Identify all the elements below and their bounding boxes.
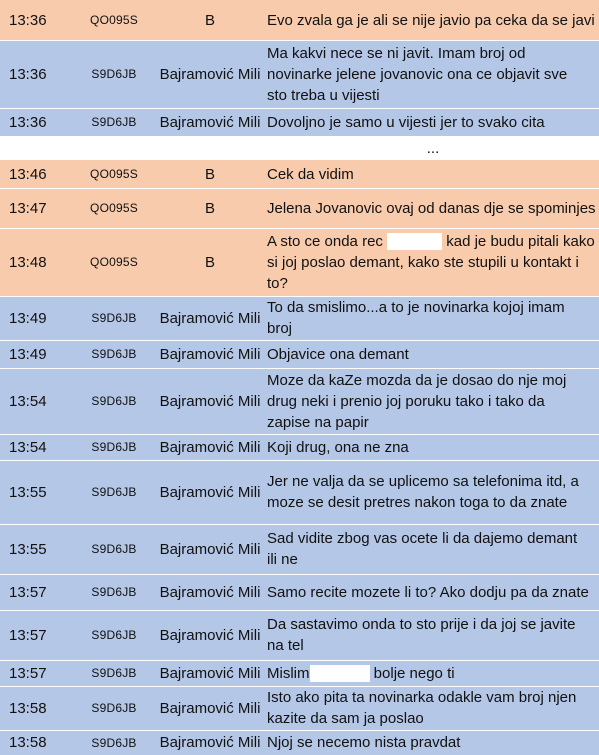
- sender-name-cell: Bajramović Mili: [159, 664, 261, 682]
- row-divider: [0, 108, 599, 109]
- sender-name-cell: Bajramović Mili: [159, 392, 261, 410]
- table-row: [0, 368, 599, 434]
- row-divider: [0, 730, 599, 731]
- sender-id-cell: S9D6JB: [91, 701, 137, 715]
- table-row: [0, 108, 599, 136]
- redaction-box: [387, 233, 442, 250]
- message-cell: Isto ako pita ta novinarka odakle vam broj njen kazite da sam ja poslao: [267, 689, 577, 727]
- time-cell: 13:54: [9, 438, 47, 456]
- time-cell: 13:57: [9, 626, 47, 644]
- message-cell: [263, 231, 599, 294]
- message-text-part: Mislim: [267, 664, 310, 682]
- time-cell: 13:47: [9, 199, 47, 217]
- row-divider: [0, 340, 599, 341]
- message-text-part: bolje nego ti: [373, 664, 455, 682]
- sender-name-cell: Bajramović Mili: [159, 699, 261, 717]
- time-cell: 13:36: [9, 11, 47, 29]
- row-divider: [0, 368, 599, 369]
- time-cell: 13:57: [9, 583, 47, 601]
- sender-id-cell: S9D6JB: [91, 542, 137, 556]
- message-cell: Cek da vidim: [267, 165, 354, 183]
- redaction-box: [310, 665, 370, 682]
- row-divider: [0, 40, 599, 41]
- sender-id-cell: S9D6JB: [91, 394, 137, 408]
- time-cell: 13:46: [9, 165, 47, 183]
- table-row: [0, 610, 599, 660]
- sender-id-cell: S9D6JB: [91, 115, 137, 129]
- table-row: [0, 434, 599, 460]
- sender-name-cell: Bajramović Mili: [159, 65, 261, 83]
- time-cell: 13:49: [9, 309, 47, 327]
- row-divider: [0, 524, 599, 525]
- time-cell: 13:58: [9, 734, 47, 751]
- table-row: [0, 340, 599, 368]
- sender-id-cell: S9D6JB: [91, 628, 137, 642]
- message-cell: Jer ne valja da se uplicemo sa telefonima itd, a moze se desit pretres nakon toga to da znate: [267, 473, 579, 511]
- message-cell: Samo recite mozete li to? Ako dodju pa da znate: [267, 583, 589, 601]
- row-divider: [0, 574, 599, 575]
- sender-name-cell: Bajramović Mili: [159, 734, 261, 751]
- message-cell: Da sastavimo onda to sto prije i da joj se javite na tel: [267, 616, 576, 654]
- row-divider: [0, 434, 599, 435]
- table-row: [0, 160, 599, 188]
- sender-name-cell: B: [204, 199, 215, 217]
- sender-name-cell: Bajramović Mili: [159, 345, 261, 363]
- row-divider: [0, 228, 599, 229]
- time-cell: 13:58: [9, 699, 47, 717]
- table-row: [0, 40, 599, 108]
- time-cell: 13:49: [9, 345, 47, 363]
- message-cell: Njoj se necemo nista pravdat: [267, 734, 461, 751]
- time-cell: 13:36: [9, 65, 47, 83]
- message-cell: To da smislimo...a to je novinarka kojoj imam broj: [267, 299, 565, 337]
- sender-id-cell: S9D6JB: [91, 311, 137, 325]
- message-cell: Dovoljno je samo u vijesti jer to svako cita: [267, 113, 545, 131]
- message-cell: Ma kakvi nece se ni javit. Imam broj od novinarke jelene jovanovic ona ce objavit sve sto treba u vijesti: [267, 44, 568, 104]
- time-cell: 13:55: [9, 540, 47, 558]
- table-row: [0, 660, 599, 686]
- table-row: [0, 0, 599, 40]
- table-row: [0, 188, 599, 228]
- sender-name-cell: Bajramović Mili: [159, 438, 261, 456]
- table-row: [0, 524, 599, 574]
- time-cell: 13:36: [9, 113, 47, 131]
- sender-name-cell: B: [204, 165, 215, 183]
- sender-id-cell: S9D6JB: [91, 735, 137, 750]
- time-cell: 13:55: [9, 483, 47, 501]
- sender-id-cell: QO095S: [90, 167, 138, 181]
- sender-name-cell: Bajramović Mili: [159, 626, 261, 644]
- sender-id-cell: S9D6JB: [91, 585, 137, 599]
- message-cell: Sad vidite zbog vas ocete li da dajemo demant ili ne: [267, 530, 578, 568]
- sender-id-cell: S9D6JB: [91, 347, 137, 361]
- row-divider: [0, 460, 599, 461]
- message-cell: [263, 663, 599, 684]
- sender-id-cell: S9D6JB: [91, 440, 137, 454]
- row-divider: [0, 610, 599, 611]
- sender-name-cell: B: [204, 253, 215, 271]
- table-row: [0, 296, 599, 340]
- sender-name-cell: B: [204, 11, 215, 29]
- table-row: [0, 574, 599, 610]
- row-divider: [0, 188, 599, 189]
- message-cell: Jelena Jovanovic ovaj od danas dje se spominjes: [267, 199, 596, 217]
- table-row: [0, 686, 599, 730]
- sender-id-cell: QO095S: [90, 201, 138, 215]
- message-cell: Moze da kaZe mozda da je dosao do nje moj drug neki i prenio joj poruku tako i tako da zapise na papir: [267, 371, 567, 431]
- sender-id-cell: S9D6JB: [91, 666, 137, 680]
- sender-id-cell: S9D6JB: [91, 485, 137, 499]
- ellipsis-marker: ...: [426, 139, 440, 157]
- table-row: [0, 460, 599, 524]
- message-text-part: kad je budu pitali kako si joj poslao demant, kako ste stupili u kontakt i to?: [267, 232, 595, 292]
- sender-name-cell: Bajramović Mili: [159, 309, 261, 327]
- sender-name-cell: Bajramović Mili: [159, 483, 261, 501]
- time-cell: 13:57: [9, 664, 47, 682]
- sender-id-cell: QO095S: [90, 255, 138, 269]
- sender-name-cell: Bajramović Mili: [159, 540, 261, 558]
- row-divider: [0, 296, 599, 297]
- omitted-messages-row: [0, 136, 599, 160]
- sender-id-cell: S9D6JB: [91, 67, 137, 81]
- time-cell: 13:48: [9, 253, 47, 271]
- row-divider: [0, 686, 599, 687]
- row-divider: [0, 660, 599, 661]
- message-cell: Evo zvala ga je ali se nije javio pa ceka da se javi: [267, 11, 595, 29]
- sender-id-cell: QO095S: [90, 13, 138, 27]
- table-row: [0, 228, 599, 296]
- time-cell: 13:54: [9, 392, 47, 410]
- sender-name-cell: Bajramović Mili: [159, 583, 261, 601]
- table-row: [0, 730, 599, 755]
- message-cell: Koji drug, ona ne zna: [267, 438, 409, 456]
- message-cell: Objavice ona demant: [267, 345, 409, 363]
- sender-name-cell: Bajramović Mili: [159, 113, 261, 131]
- message-text-part: A sto ce onda rec: [267, 232, 383, 250]
